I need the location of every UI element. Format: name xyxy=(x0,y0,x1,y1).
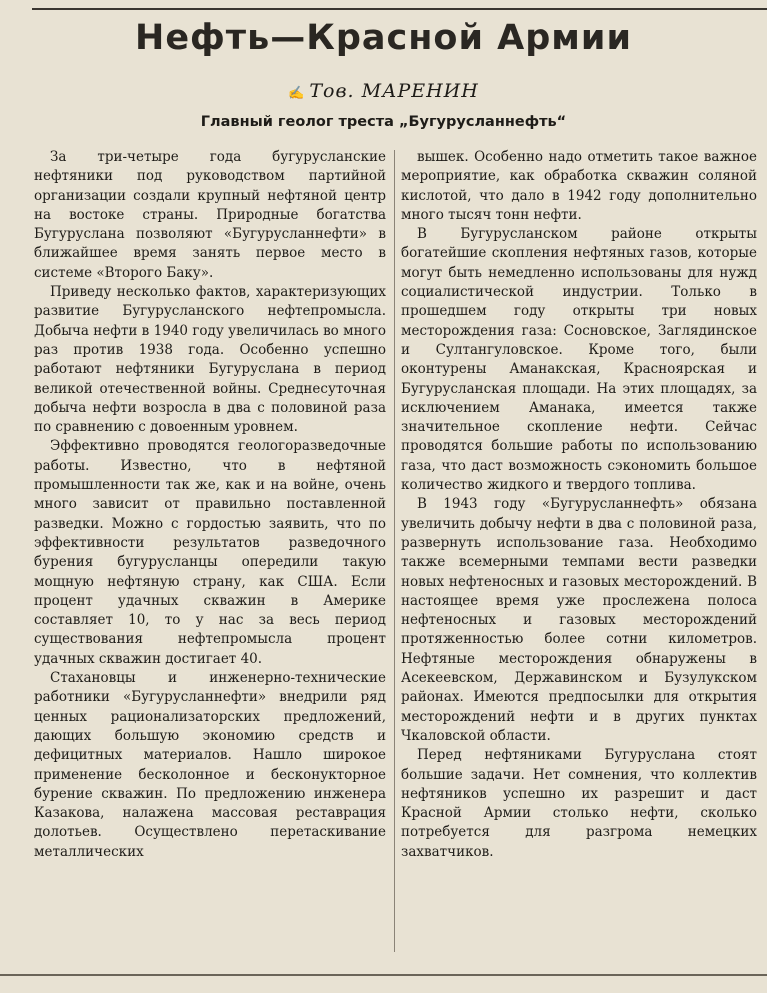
author-position: Главный геолог треста „Бугурусланнефть“ xyxy=(200,114,567,130)
paragraph: В Бугурусланском районе открыты богатейшие скопления нефтяных газов, которые могут быть немедленно использованы для нужд социалистической индустрии. Только в прошедшем году открыты три новых месторождения газа: Сосновское, Заглядинское и Султангуловское. Кроме того, были оконтурены Аманакская, Красноярская и Бугурусланская площади. На этих площадях, за исключением Аманака, имеется также значительное скопление нефти. Сейчас проводятся большие работы по использованию газа, что даст возможность сэкономить большое количество жидкого и твердого топлива. xyxy=(401,226,757,494)
paragraph: За три-четыре года бугурусланские нефтяники под руководством партийной организации создали крупный нефтяной центр на востоке страны. Природные богатства Бугуруслана позволяют «Бугурусланнефти» в ближайшее время занять первое место в системе «Второго Баку». xyxy=(34,149,386,281)
right-column xyxy=(401,148,757,862)
article-headline: Нефть—Красной Армии xyxy=(135,18,632,58)
left-column xyxy=(34,148,386,862)
paragraph: Приведу несколько фактов, характеризующих развитие Бугурусланского нефтепромысла. Добыча нефти в 1940 году увеличилась во много раз против 1938 года. Особенно успешно работают нефтяники Бугуруслана в период великой отечественной войны. Среднесуточная добыча нефти возросла в два с половиной раза по сравнению с довоенным уровнем. xyxy=(34,284,386,436)
paragraph: В 1943 году «Бугурусланнефть» обязана увеличить добычу нефти в два с половиной раза, развернуть использование газа. Необходимо также всемерными темпами вести разведки новых нефтеносных и газовых месторождений. В настоящее время уже прослежена полоса нефтеносных и газовых месторождений протяженностью более сотни километров. Нефтяные месторождения обнаружены в Асекеевском, Державинском и Бузулукском районах. Имеются предпосылки для открытия месторождений нефти и в других пунктах Чкаловской области. xyxy=(401,496,757,744)
article-author xyxy=(0,80,767,102)
paragraph: Стахановцы и инженерно-технические работники «Бугурусланнефти» внедрили ряд ценных рационализаторских предложений, дающих большую экономию средств и дефицитных материалов. Нашло широкое применение бесколонное и бесконукторное бурение скважин. По предложению инженера Казакова, налажена массовая реставрация долотьев. Осуществлено перетаскивание металлических xyxy=(34,670,386,860)
paragraph: вышек. Особенно надо отметить такое важное мероприятие, как обработка скважин соляной кислотой, что дало в 1942 году дополнительно много тысяч тонн нефти. xyxy=(401,149,757,223)
author-name: Тов. МАРЕНИН xyxy=(309,80,479,102)
column-divider xyxy=(394,150,395,952)
bottom-rule xyxy=(0,974,767,976)
quill-icon: ✍ xyxy=(288,86,306,101)
paragraph: Перед нефтяниками Бугуруслана стоят большие задачи. Нет сомнения, что коллектив нефтяников успешно их разрешит и даст Красной Армии столько нефти, сколько потребуется для разгрома немецких захватчиков. xyxy=(401,747,757,860)
paragraph: Эффективно проводятся геологоразведочные работы. Известно, что в нефтяной промышленности так же, как и на войне, очень много зависит от правильно поставленной разведки. Можно с гордостью заявить, что по эффективности результатов разведочного бурения бугурусланцы опередили такую мощную нефтяную страну, как США. Если процент удачных скважин в Америке составляет 10, то у нас за весь период существования нефтепромысла процент удачных скважин достигает 40. xyxy=(34,438,386,667)
top-rule xyxy=(32,8,767,10)
